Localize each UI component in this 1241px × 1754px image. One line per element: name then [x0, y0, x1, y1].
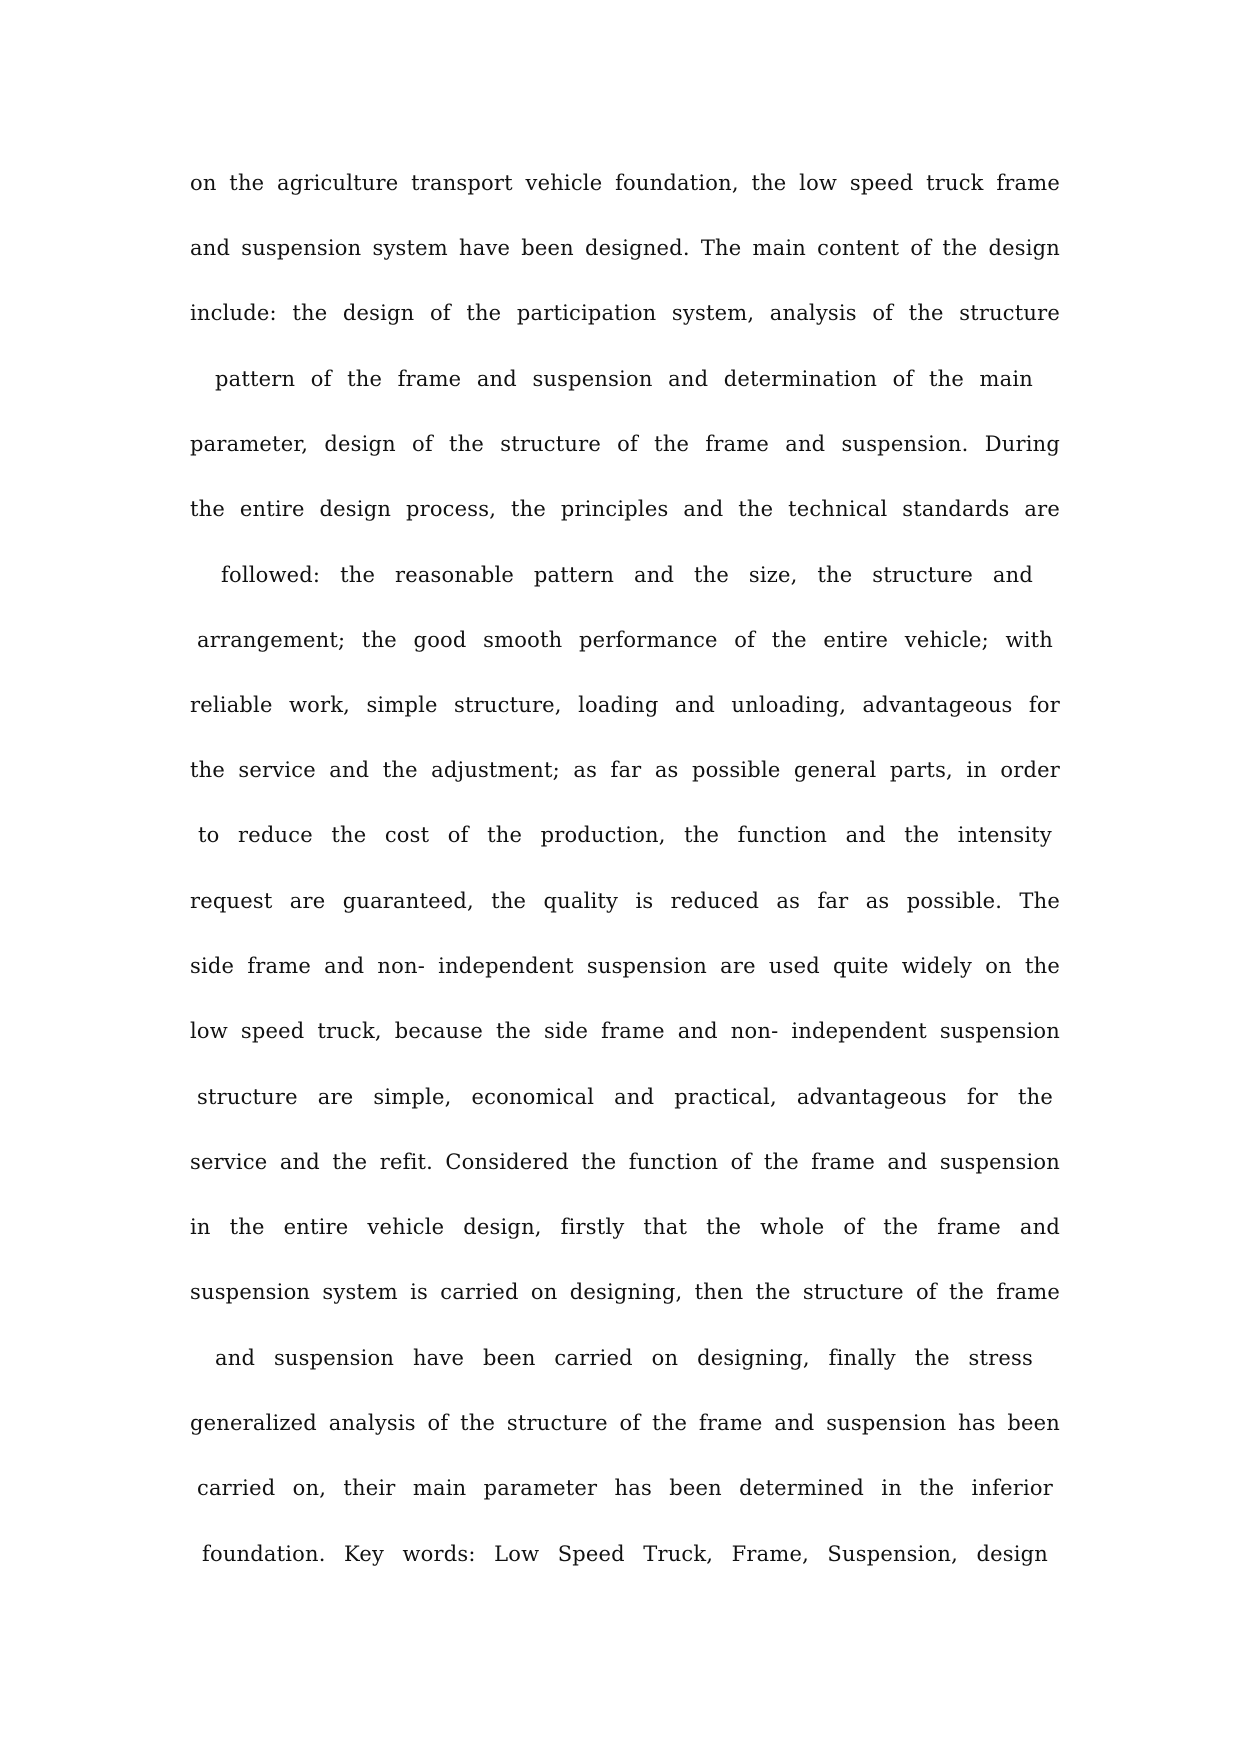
text-line: pattern of the frame and suspension and determination of the main	[215, 367, 1033, 391]
text-line: low speed truck, because the side frame and non- independent suspension	[190, 1019, 1060, 1043]
text-line: and suspension have been carried on designing, finally the stress	[215, 1346, 1033, 1370]
text-line: side frame and non- independent suspension are used quite widely on the	[190, 954, 1060, 978]
text-line: include: the design of the participation system, analysis of the structure	[190, 301, 1060, 325]
text-line: suspension system is carried on designing, then the structure of the frame	[190, 1280, 1060, 1304]
text-line: foundation. Key words: Low Speed Truck, Frame, Suspension, design	[202, 1542, 1048, 1566]
text-line: in the entire vehicle design, firstly that the whole of the frame and	[190, 1215, 1060, 1239]
text-line: on the agriculture transport vehicle foundation, the low speed truck frame	[190, 171, 1060, 195]
text-line: followed: the reasonable pattern and the size, the structure and	[221, 563, 1033, 587]
text-line: and suspension system have been designed. The main content of the design	[190, 236, 1060, 260]
text-line: the service and the adjustment; as far as possible general parts, in order	[190, 758, 1060, 782]
text-line: service and the refit. Considered the function of the frame and suspension	[190, 1150, 1060, 1174]
text-line: structure are simple, economical and practical, advantageous for the	[197, 1085, 1053, 1109]
text-line: the entire design process, the principles and the technical standards are	[190, 497, 1060, 521]
text-line: carried on, their main parameter has been determined in the inferior	[197, 1476, 1053, 1500]
text-line: reliable work, simple structure, loading and unloading, advantageous for	[190, 693, 1060, 717]
text-line: parameter, design of the structure of the frame and suspension. During	[190, 432, 1060, 456]
text-line: arrangement; the good smooth performance of the entire vehicle; with	[197, 628, 1053, 652]
text-line: generalized analysis of the structure of the frame and suspension has been	[190, 1411, 1060, 1435]
text-line: to reduce the cost of the production, the function and the intensity	[198, 823, 1052, 847]
text-line: request are guaranteed, the quality is reduced as far as possible. The	[190, 889, 1060, 913]
